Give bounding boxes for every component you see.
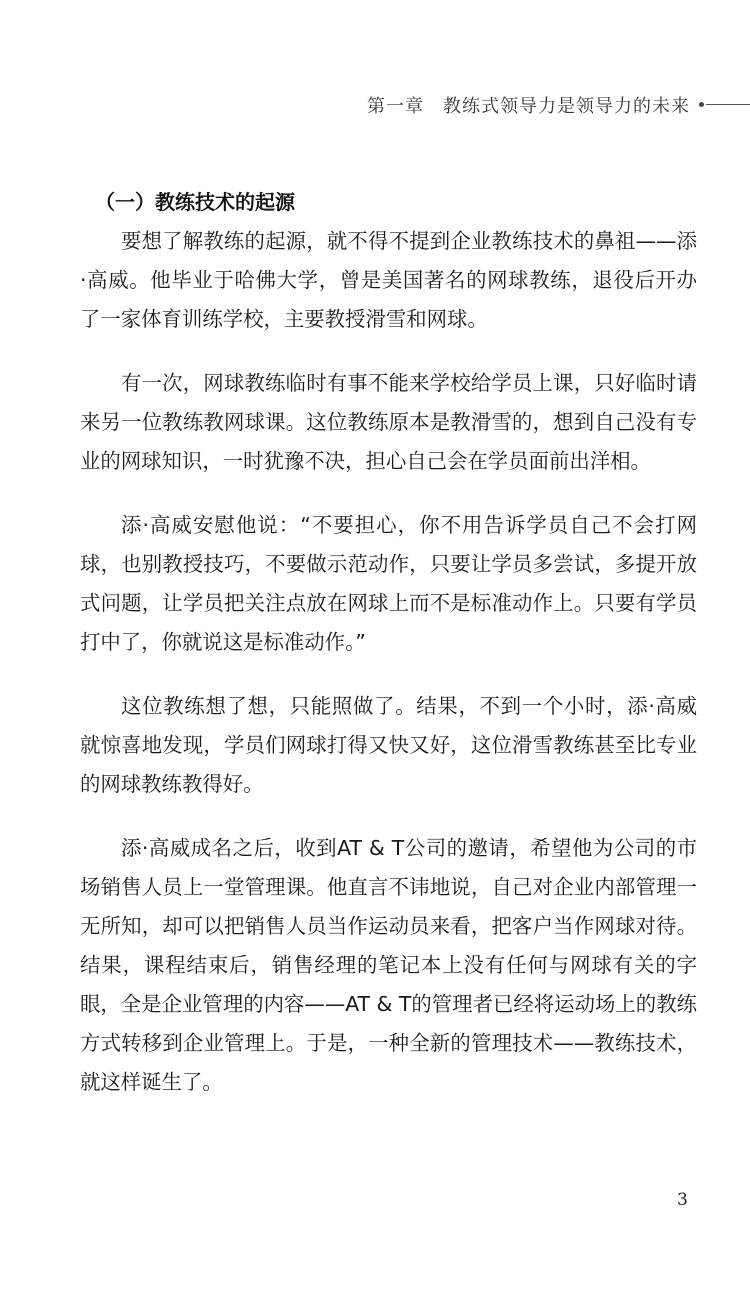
chapter-title: 第一章 教练式领导力是领导力的未来 bbox=[367, 96, 690, 117]
paragraph: 有一次，网球教练临时有事不能来学校给学员上课，只好临时请来另一位教练教网球课。这位教练原本是教滑雪的，想到自己没有专业的网球知识，一时犹豫不决，担心自己会在学员面前出洋相。 bbox=[80, 371, 697, 473]
paragraph: 添·高威成名之后，收到AT & T公司的邀请，希望他为公司的市场销售人员上一堂管理课。他直言不讳地说，自己对企业内部管理一无所知，却可以把销售人员当作运动员来看，把客户当作网球对待。结果，课程结束后，销售经理的笔记本上没有任何与网球有关的字眼，全是企业管理的内容——AT & T的管理者已经将运动场上的教练方式转移到企业管理上。于是，一种全新的管理技术——教练技术，就这样诞生了。 bbox=[80, 836, 697, 1094]
paragraph: 添·高威安慰他说：“不要担心，你不用告诉学员自己不会打网球，也别教授技巧，不要做示范动作，只要让学员多尝试，多提开放式问题，让学员把关注点放在网球上而不是标准动作上。只要有学员打中了，你就说这是标准动作。” bbox=[80, 513, 697, 654]
page-number: 3 bbox=[677, 1190, 688, 1210]
running-header bbox=[0, 92, 750, 122]
header-rule bbox=[706, 104, 750, 105]
paragraph: 这位教练想了想，只能照做了。结果，不到一个小时，添·高威就惊喜地发现，学员们网球打得又快又好，这位滑雪教练甚至比专业的网球教练教得好。 bbox=[80, 694, 697, 796]
paragraph: 要想了解教练的起源，就不得不提到企业教练技术的鼻祖——添·高威。他毕业于哈佛大学，曾是美国著名的网球教练，退役后开办了一家体育训练学校，主要教授滑雪和网球。 bbox=[80, 229, 697, 331]
header-bullet-dot bbox=[699, 102, 704, 107]
body-text bbox=[80, 222, 697, 1127]
section-heading: （一）教练技术的起源 bbox=[95, 190, 295, 214]
